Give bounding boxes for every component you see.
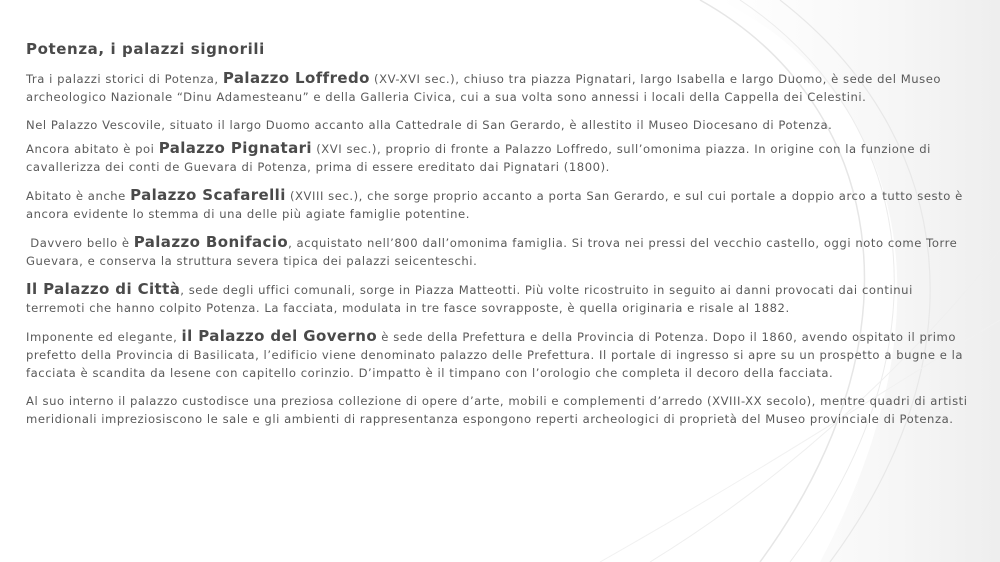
slide-title: Potenza, i palazzi signorili: [26, 40, 265, 58]
paragraph-collezione: [26, 392, 971, 428]
paragraph-palazzo-pignatari: [26, 139, 971, 176]
palace-name: Il Palazzo di Città: [26, 280, 181, 298]
paragraph-text: (XV-XVI sec.), chiuso tra piazza Pignatari, largo Isabella e largo Duomo, è sede del Museo archeologico Nazionale “Dinu Adamesteanu” e della Galleria Civica, cui a sua volta sono annessi i locali della Cappella dei Celestini.: [26, 72, 942, 104]
palace-name: il Palazzo del Governo: [181, 327, 378, 345]
paragraph-text: Tra i palazzi storici di Potenza,: [26, 72, 223, 86]
paragraph-palazzo-loffredo: [26, 69, 971, 106]
paragraph-text: Abitato è anche: [26, 189, 131, 203]
paragraph-text: , sede degli uffici comunali, sorge in Piazza Matteotti. Più volte ricostruito in seguito ai danni provocati dai continui terremoti che hanno colpito Potenza. La facciata, modulata in tre fasce sovrapposte, è quella originaria e risale al 1882.: [26, 283, 913, 315]
paragraph-text: (XVI sec.), proprio di fronte a Palazzo Loffredo, sull’omonima piazza. In origine con la funzione di cavallerizza dei conti de Guevara di Potenza, prima di essere ereditato dai Pignatari (1800).: [26, 142, 931, 174]
slide-content: [26, 40, 971, 438]
palace-name: Palazzo Bonifacio: [133, 233, 289, 251]
paragraph-palazzo-di-citta: [26, 280, 971, 317]
paragraph-palazzo-del-governo: [26, 327, 971, 382]
paragraph-text: , acquistato nell’800 dall’omonima famiglia. Si trova nei pressi del vecchio castello, oggi noto come Torre Guevara, e conserva la struttura severa tipica dei palazzi seicenteschi.: [26, 236, 958, 268]
palace-name: Palazzo Pignatari: [158, 139, 312, 157]
palace-name: Palazzo Scafarelli: [130, 186, 286, 204]
paragraph-text: (XVIII sec.), che sorge proprio accanto a porta San Gerardo, e sul cui portale a doppio arco a tutto sesto è ancora evidente lo stemma di una delle più agiate famiglie potentine.: [26, 189, 963, 221]
paragraph-palazzo-bonifacio: [26, 233, 971, 270]
palace-name: Palazzo Loffredo: [222, 69, 370, 87]
paragraph-text: è sede della Prefettura e della Provincia di Potenza. Dopo il 1860, avendo ospitato il primo prefetto della Provincia di Basilicata, l’edificio viene denominato palazzo delle Prefettura. Il portale di ingresso si apre su un prospetto a bugne e la facciata è scandita da lesene con capitello corinzio. D’impatto è il timpano con l’orologio che completa il decoro della facciata.: [26, 330, 964, 380]
paragraph-text: Imponente ed elegante,: [26, 330, 182, 344]
paragraph-text: Al suo interno il palazzo custodisce una preziosa collezione di opere d’arte, mobili e complementi d’arredo (XVIII-XX secolo), mentre quadri di artisti meridionali impreziosiscono le sale e gli ambienti di rappresentanza espongono reperti archeologici di proprietà del Museo provinciale di Potenza.: [26, 394, 968, 426]
paragraph-text: Davvero bello è: [26, 236, 134, 250]
paragraph-text: Nel Palazzo Vescovile, situato il largo Duomo accanto alla Cattedrale di San Gerardo, è allestito il Museo Diocesano di Potenza.: [26, 118, 833, 132]
paragraph-palazzo-scafarelli: [26, 186, 971, 223]
paragraph-palazzo-vescovile: [26, 116, 971, 134]
paragraph-text: Ancora abitato è poi: [26, 142, 159, 156]
